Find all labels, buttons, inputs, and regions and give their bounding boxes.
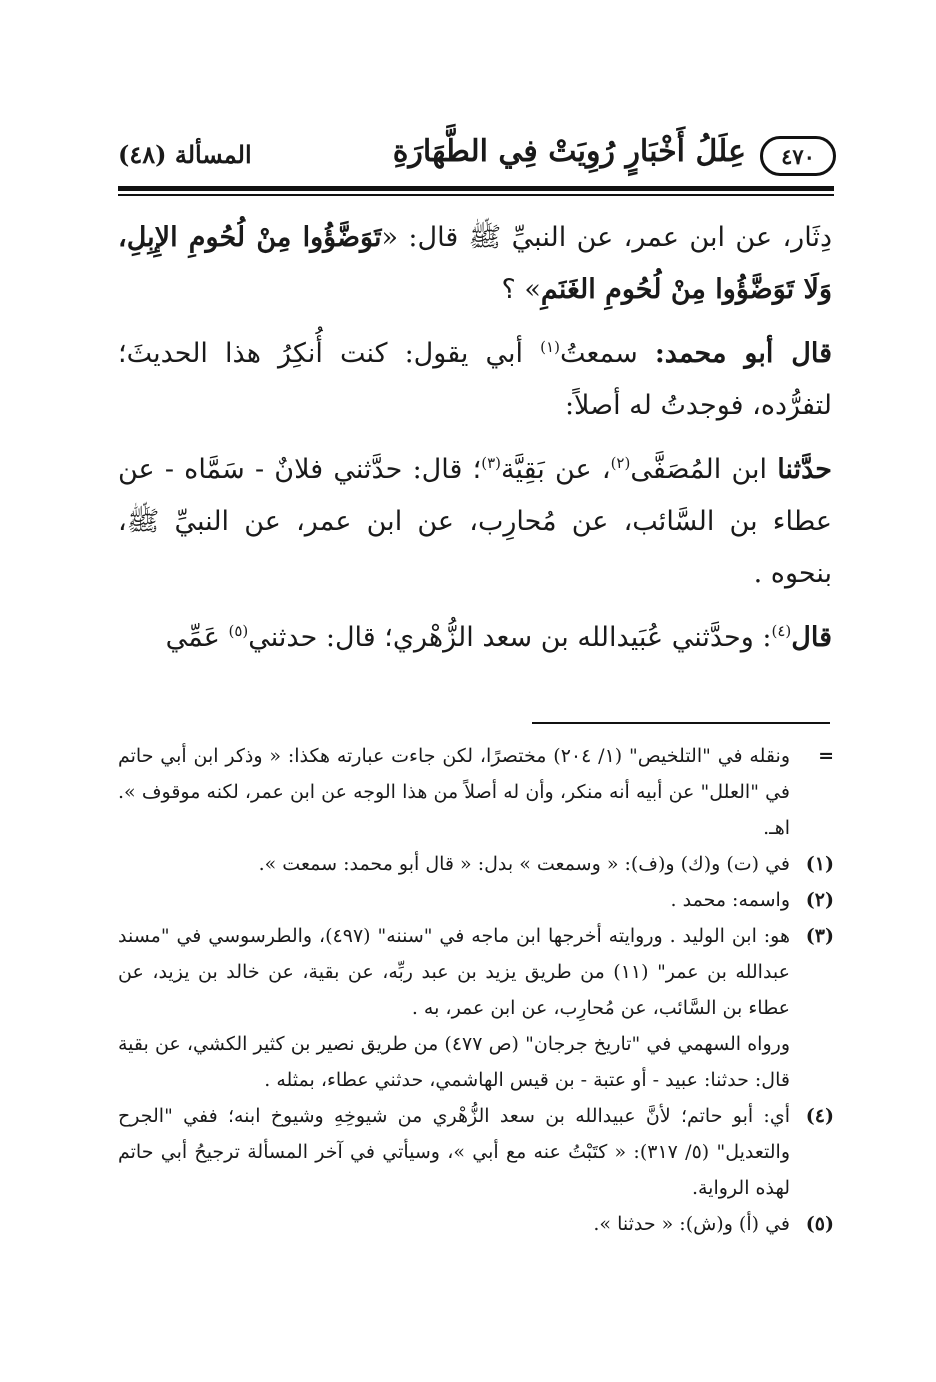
footnote-marker: (٢) <box>805 889 834 911</box>
header-rule-thick <box>118 186 834 191</box>
footnote-1 <box>118 846 834 882</box>
footnote-3 <box>118 918 834 1098</box>
footnote-text: في (أ) و(ش): « حدثنا ». <box>593 1213 790 1235</box>
header-rule-thin <box>118 194 834 196</box>
footnote-separator <box>532 722 830 724</box>
paragraph-qala <box>118 612 832 664</box>
footnote-text: واسمه: محمد . <box>670 889 790 911</box>
footnote-marker: (١) <box>805 853 834 875</box>
book-title: عِلَلُ أَخْبَارٍ رُوِيَتْ فِي الطَّهَارَةِ <box>392 134 746 169</box>
footnote-text: أي: أبو حاتم؛ لأنَّ عبيدالله بن سعد الزُّهْري من شيوخِهِ وشيوخ ابنه؛ ففي "الجرح والتعديل" (٥/ ٣١٧): « كتَبْتُ عنه مع أبي »، وسيأتي في آخر المسألة ترجيحُ أبي حاتم لهذه الرواية. <box>118 1105 791 1199</box>
footnote-text: في (ت) و(ك) و(ف): « وسمعت » بدل: « قال أبو محمد: سمعت ». <box>258 853 790 875</box>
footnote-ref: (١) <box>540 338 560 356</box>
footnote-ref: (٥) <box>228 622 249 640</box>
paragraph-text: ابن المُصَفَّى <box>630 454 778 485</box>
footnote-text: ورواه السهمي في "تاريخ جرجان" (ص ٤٧٧) من طريق نصير بن كثير الكشي، عن بقية قال: حدثنا: عبيد - أو عتبة - بن قيس الهاشمي، حدثني عطاء، بمثله . <box>118 1033 790 1091</box>
footnote-2 <box>118 882 834 918</box>
footnote-marker: (٤) <box>805 1105 834 1127</box>
paragraph-abu-muhammad <box>118 328 832 432</box>
paragraph-text: أبي يقول: كنت أُنكِرُ هذا الحديثَ؛ لتفرُّده، فوجدتُ له أصلاً: <box>118 338 832 421</box>
footnote-marker: (٣) <box>805 925 834 947</box>
footnote-text: ونقله في "التلخيص" (١/ ٢٠٤) مختصرًا، لكن جاءت عبارته هكذا: « وذكر ابن أبي حاتم في "العلل" عن أبيه أنه منكر، وأن له أصلاً من هذا الوجه عن ابن عمر، لكنه موقوف ». اهـ. <box>118 745 790 839</box>
paragraph-text: سمعتُ <box>559 338 655 369</box>
paragraph-lead: حدَّثنا <box>777 454 832 485</box>
footnote-ref: (٣) <box>481 454 501 472</box>
page-number: ٤٧٠ <box>760 136 836 176</box>
footnote-ref: (٤) <box>771 622 792 640</box>
paragraph-text: ، عن بَقِيَّة <box>500 454 611 485</box>
paragraph-text: ؛ قال: حدَّثني فلانٌ - سَمَّاه - عن عطاء بن السَّائب، عن مُحارِب، عن ابن عمر، عن النبيِّ ﷺ، بنحوه . <box>118 454 832 589</box>
hadith-intro: دِثَار، عن ابن عمر، عن النبيِّ ﷺ قال: « <box>381 222 832 253</box>
paragraph-hadith <box>118 212 832 316</box>
paragraph-text: : وحدَّثني عُبَيدالله بن سعد الزُّهْري؛ قال: حدثني <box>248 622 772 653</box>
footnote-marker: = <box>818 745 834 767</box>
paragraph-isnad <box>118 444 832 600</box>
paragraph-lead: قال أبو محمد: <box>654 338 833 369</box>
footnote-marker: (٥) <box>805 1213 834 1235</box>
footnote-ref: (٢) <box>610 454 631 472</box>
footnote-5 <box>118 1206 834 1242</box>
hadith-outro: » ؟ <box>501 274 541 305</box>
hadith-quote: تَوَضَّؤُوا مِنْ لُحُومِ الإِبِلِ، وَلَا تَوَضَّؤُوا مِنْ لُحُومِ الغَنَمِ <box>118 222 832 305</box>
footnote-4 <box>118 1098 834 1206</box>
paragraph-text: عَمِّي <box>165 622 229 653</box>
section-title: المسألة (٤٨) <box>118 140 252 169</box>
footnote-text: هو: ابن الوليد . وروايته أخرجها ابن ماجه في "سننه" (٤٩٧)، والطرسوسي في "مسند عبدالله بن عمر" (١١) من طريق يزيد بن عبد ربِّه، عن بقية، عن خالد بن يزيد، عن عطاء بن السَّائب، عن مُحارِب، عن ابن عمر، به . <box>118 925 790 1019</box>
footnote-body <box>118 918 790 1098</box>
page-header <box>118 130 836 182</box>
paragraph-lead: قال <box>791 622 832 653</box>
main-text <box>118 212 832 676</box>
footnote-continued <box>118 738 834 846</box>
footnotes <box>118 738 834 1242</box>
